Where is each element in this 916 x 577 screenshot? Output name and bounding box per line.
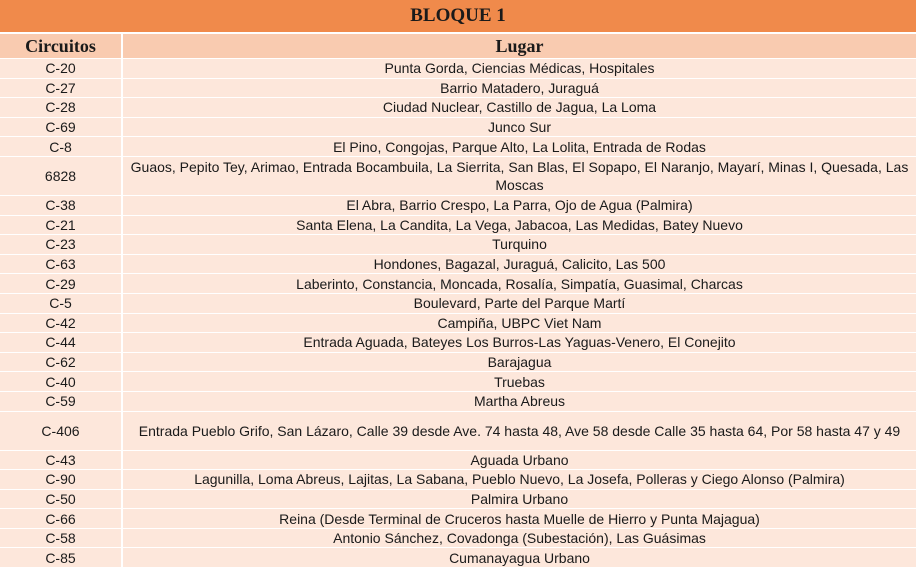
circuit-place: El Pino, Congojas, Parque Alto, La Lolita, Entrada de Rodas	[122, 137, 916, 157]
table-row	[0, 333, 916, 353]
circuit-place: Barajagua	[122, 352, 916, 372]
circuit-code: C-5	[0, 293, 122, 313]
circuit-place: Reina (Desde Terminal de Cruceros hasta Muelle de Hierro y Punta Majagua)	[122, 509, 916, 529]
table-row	[0, 352, 916, 372]
circuits-table	[0, 34, 916, 568]
circuit-code: C-29	[0, 274, 122, 294]
table-row	[0, 98, 916, 118]
circuit-place: Turquino	[122, 235, 916, 255]
circuit-place: Ciudad Nuclear, Castillo de Jagua, La Loma	[122, 98, 916, 118]
circuit-place: Junco Sur	[122, 117, 916, 137]
header-row	[0, 34, 916, 59]
table-row	[0, 293, 916, 313]
table-row	[0, 450, 916, 470]
circuit-code: C-38	[0, 195, 122, 215]
circuit-code: C-69	[0, 117, 122, 137]
circuit-place: Campiña, UBPC Viet Nam	[122, 313, 916, 333]
table-row	[0, 117, 916, 137]
table-row	[0, 235, 916, 255]
circuit-place: Punta Gorda, Ciencias Médicas, Hospitales	[122, 59, 916, 79]
circuit-place: Guaos, Pepito Tey, Arimao, Entrada Bocambuila, La Sierrita, San Blas, El Sopapo, El Naranjo, Mayarí, Minas I, Quesada, Las Moscas	[122, 156, 916, 195]
circuit-code: C-43	[0, 450, 122, 470]
circuit-code: C-406	[0, 411, 122, 450]
table-row	[0, 528, 916, 548]
circuit-place: Hondones, Bagazal, Juraguá, Calicito, Las 500	[122, 254, 916, 274]
table-row	[0, 215, 916, 235]
circuit-place: Santa Elena, La Candita, La Vega, Jabacoa, Las Medidas, Batey Nuevo	[122, 215, 916, 235]
header-lugar: Lugar	[122, 34, 916, 59]
circuit-code: C-28	[0, 98, 122, 118]
circuit-place: Truebas	[122, 372, 916, 392]
circuit-code: C-66	[0, 509, 122, 529]
table-row	[0, 509, 916, 529]
table-row	[0, 411, 916, 450]
circuit-place: Boulevard, Parte del Parque Martí	[122, 293, 916, 313]
table-row	[0, 156, 916, 195]
circuit-code: C-44	[0, 333, 122, 353]
circuit-code: C-20	[0, 59, 122, 79]
circuit-code: C-21	[0, 215, 122, 235]
circuit-code: C-63	[0, 254, 122, 274]
table-row	[0, 470, 916, 490]
circuit-place: Laberinto, Constancia, Moncada, Rosalía, Simpatía, Guasimal, Charcas	[122, 274, 916, 294]
circuit-code: C-58	[0, 528, 122, 548]
circuit-place: Cumanayagua Urbano	[122, 548, 916, 568]
table-row	[0, 59, 916, 79]
circuit-place: Aguada Urbano	[122, 450, 916, 470]
circuit-place: Entrada Aguada, Bateyes Los Burros-Las Yaguas-Venero, El Conejito	[122, 333, 916, 353]
table-row	[0, 254, 916, 274]
circuit-code: C-23	[0, 235, 122, 255]
circuit-code: C-62	[0, 352, 122, 372]
table-row	[0, 391, 916, 411]
circuit-code: 6828	[0, 156, 122, 195]
circuit-place: Barrio Matadero, Juraguá	[122, 78, 916, 98]
table-row	[0, 548, 916, 568]
table-title: BLOQUE 1	[0, 0, 916, 34]
table-row	[0, 372, 916, 392]
circuit-place: Lagunilla, Loma Abreus, Lajitas, La Sabana, Pueblo Nuevo, La Josefa, Polleras y Ciego Alonso (Palmira)	[122, 470, 916, 490]
circuit-code: C-40	[0, 372, 122, 392]
circuit-code: C-27	[0, 78, 122, 98]
circuit-place: Palmira Urbano	[122, 489, 916, 509]
header-circuitos: Circuitos	[0, 34, 122, 59]
table-row	[0, 78, 916, 98]
circuit-place: Antonio Sánchez, Covadonga (Subestación), Las Guásimas	[122, 528, 916, 548]
circuit-code: C-90	[0, 470, 122, 490]
table-row	[0, 313, 916, 333]
circuit-code: C-59	[0, 391, 122, 411]
table-row	[0, 274, 916, 294]
circuit-place: Entrada Pueblo Grifo, San Lázaro, Calle 39 desde Ave. 74 hasta 48, Ave 58 desde Calle 35 hasta 64, Por 58 hasta 47 y 49	[122, 411, 916, 450]
circuit-code: C-8	[0, 137, 122, 157]
circuit-place: Martha Abreus	[122, 391, 916, 411]
table-row	[0, 137, 916, 157]
circuit-place: El Abra, Barrio Crespo, La Parra, Ojo de Agua (Palmira)	[122, 195, 916, 215]
circuit-code: C-50	[0, 489, 122, 509]
table-row	[0, 489, 916, 509]
table-row	[0, 195, 916, 215]
circuit-code: C-42	[0, 313, 122, 333]
circuit-code: C-85	[0, 548, 122, 568]
